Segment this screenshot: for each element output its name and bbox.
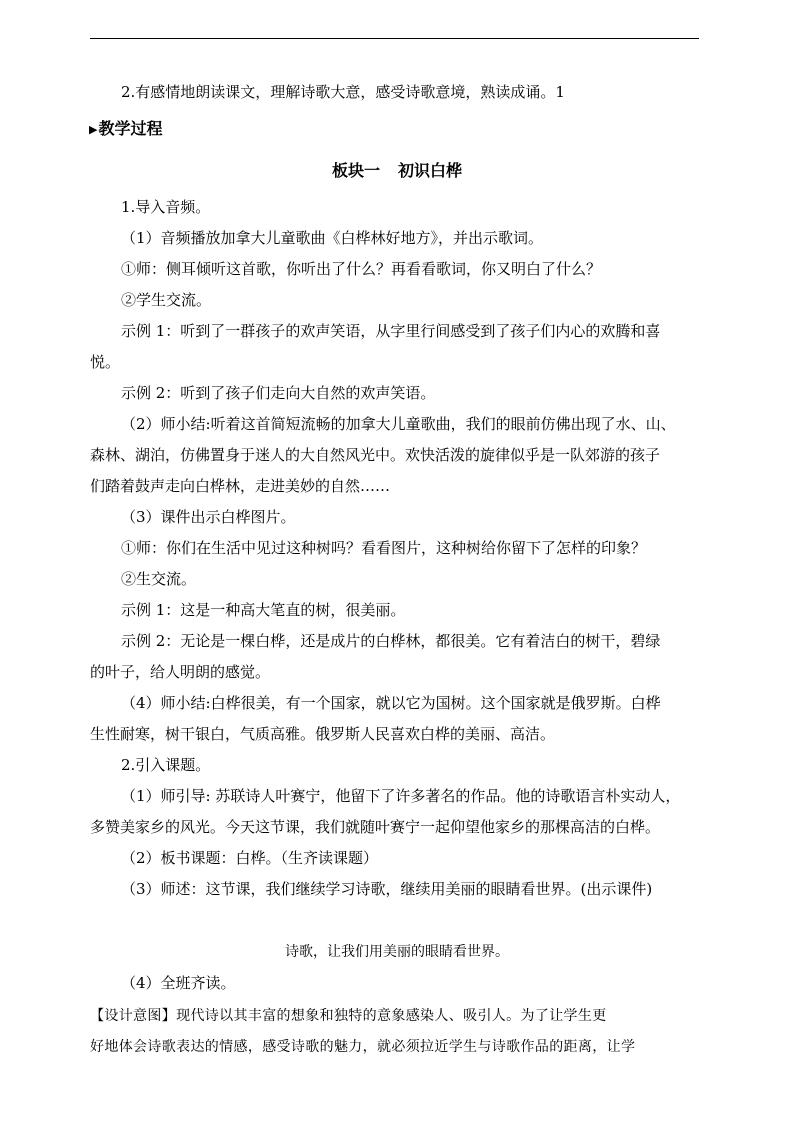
body-line: （2）板书课题：白桦。（生齐读课题）	[121, 849, 379, 867]
body-line: （2）师小结:听着这首简短流畅的加拿大儿童歌曲，我们的眼前仿佛出现了水、山、	[121, 415, 676, 433]
body-line: （1）师引导: 苏联诗人叶赛宁，他留下了许多著名的作品。他的诗歌语言朴实动人，	[121, 787, 681, 805]
body-line: ②生交流。	[121, 570, 197, 588]
body-line: 森林、湖泊，仿佛置身于迷人的大自然风光中。欢快活泼的旋律似乎是一队郊游的孩子	[90, 446, 661, 464]
body-line: 1.导入音频。	[121, 198, 211, 216]
body-line: 多赞美家乡的风光。今天这节课，我们就随叶赛宁一起仰望他家乡的那棵高洁的白桦。	[90, 818, 661, 836]
body-line: 示例 2：无论是一棵白桦，还是成片的白桦林，都很美。它有着洁白的树干，碧绿	[121, 632, 661, 650]
read-line: （4）全班齐读。	[121, 974, 236, 992]
body-line: （3）课件出示白桦图片。	[121, 508, 296, 526]
body-line: （1）音频播放加拿大儿童歌曲《白桦林好地方》，并出示歌词。	[121, 229, 544, 247]
triangle-bullet-icon: ▶	[89, 123, 98, 136]
body-line: 们踏着鼓声走向白桦林，走进美妙的自然……	[90, 477, 391, 495]
body-line: 示例 2：听到了孩子们走向大自然的欢声笑语。	[121, 384, 436, 402]
body-line: 生性耐寒，树干银白，气质高雅。俄罗斯人民喜欢白桦的美丽、高洁。	[90, 725, 556, 743]
body-line: （3）师述：这节课，我们继续学习诗歌，继续用美丽的眼睛看世界。(出示课件)	[121, 880, 653, 898]
block-title-name: 初识白桦	[398, 161, 463, 180]
body-line: 示例 1：这是一种高大笔直的树，很美丽。	[121, 601, 406, 619]
design-intent-line: 【设计意图】现代诗以其丰富的想象和独特的意象感染人、吸引人。为了让学生更	[90, 1008, 607, 1024]
section-heading-text: 教学过程	[98, 119, 163, 138]
body-line: ①师：你们在生活中见过这种树吗？看看图片，这种树给你留下了怎样的印象？	[121, 539, 647, 557]
block-title-part: 板块一	[331, 161, 380, 180]
header-rule	[90, 38, 699, 39]
body-line: ②学生交流。	[121, 291, 212, 309]
body-line: 示例 1：听到了一群孩子的欢声笑语，从字里行间感受到了孩子们内心的欢腾和喜	[121, 322, 661, 340]
body-line: 悦。	[90, 353, 121, 371]
objective-line: 2.有感情地朗读课文，理解诗歌大意，感受诗歌意境，熟读成诵。1	[121, 83, 565, 101]
section-heading	[89, 118, 162, 141]
body-line: 的叶子，给人明朗的感觉。	[90, 663, 271, 681]
body-line: 2.引入课题。	[121, 756, 211, 774]
body-line: （4）师小结:白桦很美，有一个国家，就以它为国树。这个国家就是俄罗斯。白桦	[121, 694, 661, 712]
block-title	[0, 160, 794, 182]
body-line: ①师：侧耳倾听这首歌，你听出了什么？再看看歌词，你又明白了什么？	[121, 260, 602, 278]
design-intent-line: 好地体会诗歌表达的情感，感受诗歌的魅力，就必须拉近学生与诗歌作品的距离，让学	[90, 1039, 636, 1055]
slide-text: 诗歌，让我们用美丽的眼睛看世界。	[285, 944, 509, 960]
